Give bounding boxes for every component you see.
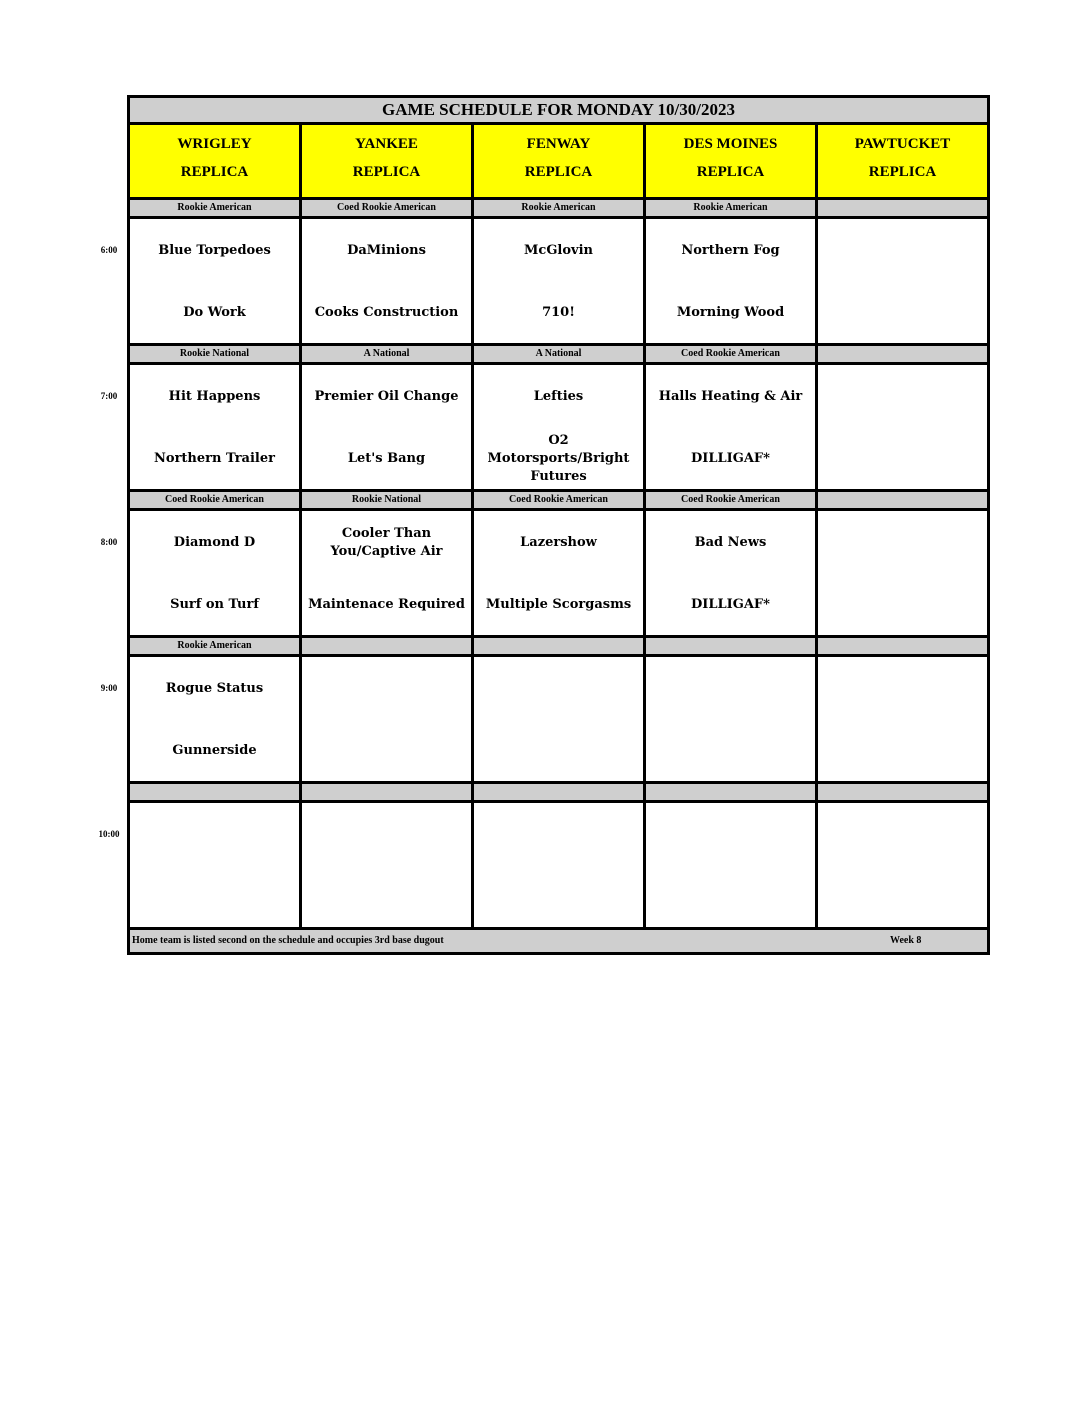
league-label [646, 784, 818, 800]
league-label: Coed Rookie American [302, 200, 474, 216]
game-row [130, 219, 987, 346]
home-team [820, 877, 985, 917]
league-label [646, 638, 818, 654]
away-team [476, 815, 641, 855]
time-label: 9:00 [100, 683, 118, 693]
league-label [474, 638, 646, 654]
away-team: Northern Fog [681, 243, 780, 258]
away-team: Rogue Status [165, 681, 264, 696]
league-label: A National [302, 346, 474, 362]
league-label: Rookie American [130, 638, 302, 654]
home-team: 710! [542, 305, 575, 320]
field-header-pawtucket [818, 125, 987, 197]
away-team: Hit Happens [168, 389, 261, 404]
game-cell [302, 511, 474, 635]
league-label [302, 784, 474, 800]
away-team [820, 377, 985, 417]
home-team [476, 731, 641, 771]
home-team: O2 Motorsports/Bright Futures [487, 433, 630, 484]
league-label: Rookie National [302, 492, 474, 508]
game-row [130, 803, 987, 930]
time-label: 7:00 [100, 391, 118, 401]
home-team: DILLIGAF* [691, 451, 770, 466]
home-team: Let's Bang [347, 451, 426, 466]
field-header-row [130, 125, 987, 200]
home-team [648, 731, 813, 771]
game-cell [818, 657, 987, 781]
league-row [130, 492, 987, 511]
game-cell [130, 511, 302, 635]
home-team: Cooks Construction [314, 305, 459, 320]
league-label: Coed Rookie American [646, 492, 818, 508]
time-label: 6:00 [100, 245, 118, 255]
home-team: Multiple Scorgasms [485, 597, 632, 612]
home-team: DILLIGAF* [691, 597, 770, 612]
game-cell [818, 219, 987, 343]
field-name: FENWAY [526, 136, 591, 152]
away-team [304, 815, 469, 855]
game-cell [646, 511, 818, 635]
league-label: Rookie National [130, 346, 302, 362]
home-team [820, 585, 985, 625]
home-team [304, 731, 469, 771]
home-team: Northern Trailer [154, 451, 275, 466]
field-header-fenway [474, 125, 646, 197]
league-label: Coed Rookie American [646, 346, 818, 362]
league-label: Rookie American [130, 200, 302, 216]
league-label [818, 346, 987, 362]
away-team: Halls Heating & Air [658, 389, 803, 404]
away-team: Cooler Than You/Captive Air [330, 526, 443, 559]
game-cell [818, 365, 987, 489]
league-row [130, 346, 987, 365]
field-subtitle: REPLICA [180, 164, 249, 180]
league-label [474, 784, 646, 800]
league-label [818, 492, 987, 508]
away-team [132, 815, 297, 855]
game-row [130, 365, 987, 492]
game-cell [646, 365, 818, 489]
away-team [820, 815, 985, 855]
game-cell [302, 365, 474, 489]
home-team [648, 877, 813, 917]
home-team-note: Home team is listed second on the schedule and occupies 3rd base dugout [132, 935, 444, 946]
league-label: A National [474, 346, 646, 362]
schedule-table [127, 95, 990, 955]
league-row [130, 638, 987, 657]
away-team [476, 669, 641, 709]
field-subtitle: REPLICA [524, 164, 593, 180]
game-cell [474, 803, 646, 927]
league-label: Rookie American [646, 200, 818, 216]
home-team [304, 877, 469, 917]
away-team [304, 669, 469, 709]
game-cell [646, 219, 818, 343]
game-cell [130, 219, 302, 343]
game-cell [474, 511, 646, 635]
away-team [820, 523, 985, 563]
league-label: Coed Rookie American [474, 492, 646, 508]
week-label: Week 8 [890, 935, 922, 946]
home-team [820, 731, 985, 771]
away-team [820, 231, 985, 271]
away-team: Lazershow [520, 535, 597, 550]
league-label [818, 784, 987, 800]
time-label: 8:00 [100, 537, 118, 547]
field-name: DES MOINES [683, 136, 778, 152]
field-subtitle: REPLICA [868, 164, 937, 180]
home-team [820, 293, 985, 333]
league-row [130, 784, 987, 803]
game-cell [302, 219, 474, 343]
game-cell [646, 803, 818, 927]
home-team [476, 877, 641, 917]
league-row [130, 200, 987, 219]
field-header-yankee [302, 125, 474, 197]
game-cell [130, 657, 302, 781]
footer-bar [130, 930, 987, 952]
home-team: Surf on Turf [170, 597, 259, 612]
field-name: WRIGLEY [177, 136, 252, 152]
game-row [130, 657, 987, 784]
schedule-title: GAME SCHEDULE FOR MONDAY 10/30/2023 [130, 98, 987, 125]
game-cell [130, 803, 302, 927]
game-cell [646, 657, 818, 781]
away-team [820, 669, 985, 709]
away-team [648, 669, 813, 709]
time-label: 10:00 [98, 829, 120, 839]
time-slots [130, 200, 987, 930]
home-team: Gunnerside [172, 743, 257, 758]
home-team: Do Work [183, 305, 246, 320]
league-label [302, 638, 474, 654]
away-team [648, 815, 813, 855]
league-label: Coed Rookie American [130, 492, 302, 508]
game-cell [474, 657, 646, 781]
away-team: Premier Oil Change [314, 389, 459, 404]
field-name: YANKEE [355, 136, 418, 152]
game-cell [302, 657, 474, 781]
field-header-des-moines [646, 125, 818, 197]
away-team: DaMinions [347, 243, 426, 258]
home-team: Maintenace Required [308, 597, 465, 612]
away-team: McGlovin [524, 243, 593, 258]
game-cell [818, 803, 987, 927]
away-team: Diamond D [173, 535, 256, 550]
away-team: Bad News [694, 535, 767, 550]
game-cell [474, 219, 646, 343]
game-cell [302, 803, 474, 927]
field-name: PAWTUCKET [854, 136, 951, 152]
field-subtitle: REPLICA [696, 164, 765, 180]
game-cell [474, 365, 646, 489]
league-label [130, 784, 302, 800]
league-label [818, 638, 987, 654]
home-team [132, 877, 297, 917]
away-team: Lefties [533, 389, 584, 404]
field-header-wrigley [130, 125, 302, 197]
league-label: Rookie American [474, 200, 646, 216]
game-row [130, 511, 987, 638]
away-team: Blue Torpedoes [158, 243, 271, 258]
league-label [818, 200, 987, 216]
home-team: Morning Wood [676, 305, 785, 320]
game-cell [818, 511, 987, 635]
game-cell [130, 365, 302, 489]
home-team [820, 439, 985, 479]
field-subtitle: REPLICA [352, 164, 421, 180]
